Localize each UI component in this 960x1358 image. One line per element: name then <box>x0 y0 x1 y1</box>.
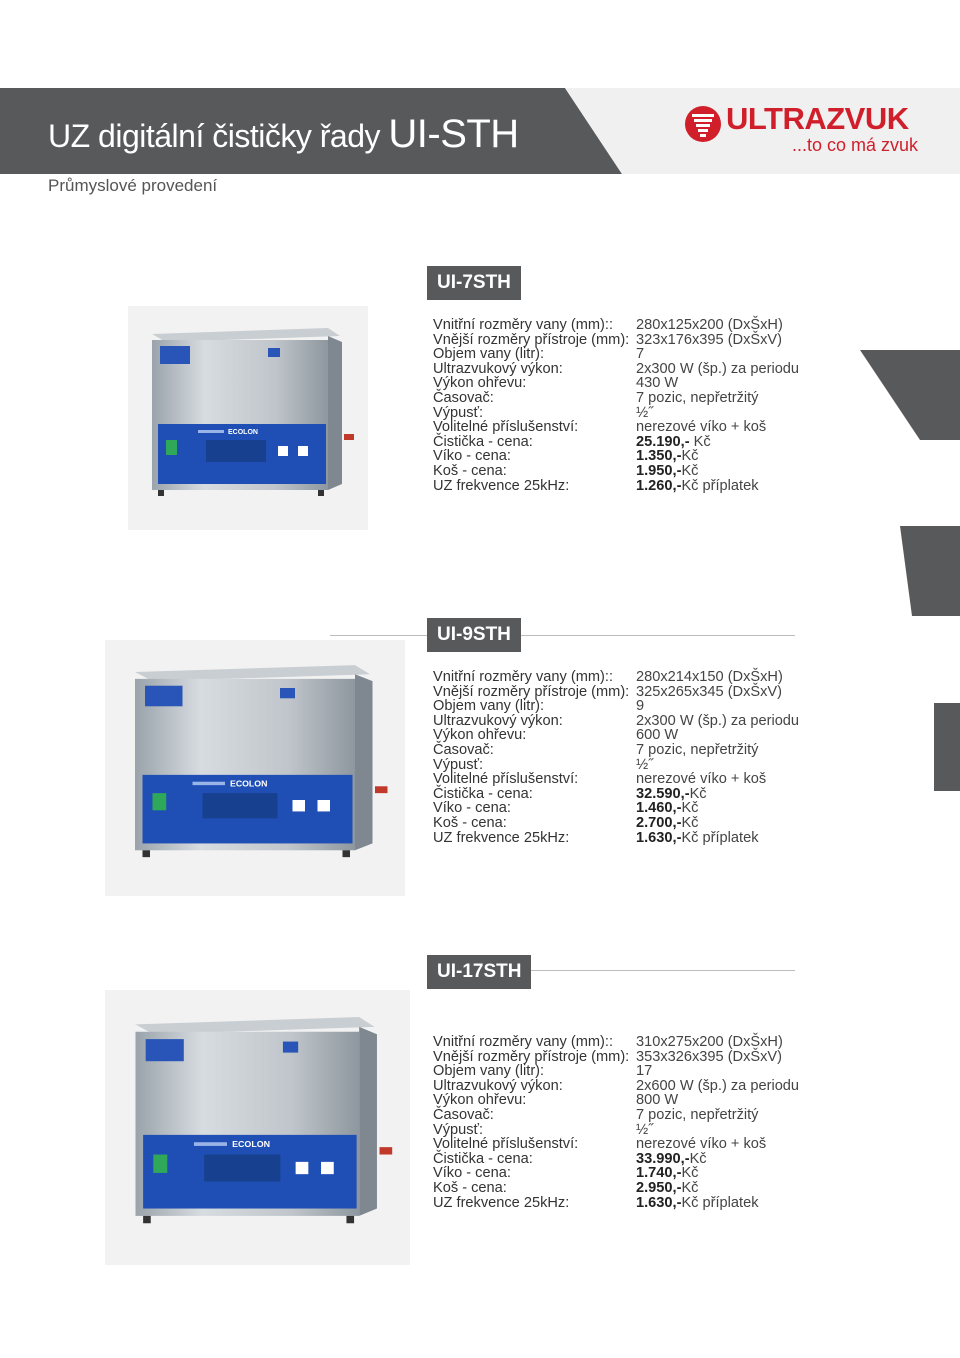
page-title: UZ digitální čističky řady UI-STH <box>48 112 519 156</box>
spec-label: Výpusť: <box>433 404 484 421</box>
spec-value: nerezové víko + koš <box>636 419 767 436</box>
spec-value: 1.950,-Kč <box>636 462 699 479</box>
spec-value: 32.590,-Kč <box>636 785 707 802</box>
spec-value: 800 W <box>636 1092 679 1109</box>
spec-value: 1.740,-Kč <box>636 1165 699 1182</box>
spec-label: Volitelné příslušenství: <box>433 771 579 788</box>
spec-label: Ultrazvukový výkon: <box>433 1077 563 1094</box>
spec-label: Objem vany (litr): <box>433 346 545 363</box>
spec-value: 2x300 W (šp.) za periodu <box>636 712 800 729</box>
logo-name: ULTRAZVUK <box>726 101 909 136</box>
spec-value: 2.950,-Kč <box>636 1179 699 1196</box>
spec-label: Víko - cena: <box>433 1165 511 1182</box>
spec-label: Čistička - cena: <box>433 785 533 802</box>
logo-emblem-icon <box>684 105 722 143</box>
spec-value: 7 pozic, nepřetržitý <box>636 1106 759 1123</box>
spec-label: Víko - cena: <box>433 800 511 817</box>
decorative-stripe <box>860 350 960 440</box>
spec-label: UZ frekvence 25kHz: <box>433 829 570 846</box>
spec-label: Čistička - cena: <box>433 1150 533 1167</box>
spec-label: Vnější rozměry přístroje (mm): <box>433 331 630 348</box>
spec-value: 323x176x395 (DxŠxV) <box>636 331 783 348</box>
spec-value: 1.630,-Kč příplatek <box>636 829 759 846</box>
spec-value: 310x275x200 (DxŠxH) <box>636 1034 783 1050</box>
spec-label: Výpusť: <box>433 756 484 773</box>
spec-label: Vnitřní rozměry vany (mm):: <box>433 317 614 333</box>
product-label: UI-7STH <box>427 266 521 300</box>
spec-value: 280x125x200 (DxŠxH) <box>636 317 783 333</box>
spec-value: 430 W <box>636 375 679 392</box>
spec-label: Výpusť: <box>433 1121 484 1138</box>
product-image <box>105 990 410 1265</box>
spec-label: Čistička - cena: <box>433 433 533 450</box>
spec-value: 2x600 W (šp.) za periodu <box>636 1077 800 1094</box>
spec-label: Výkon ohřevu: <box>433 727 527 744</box>
spec-value: 600 W <box>636 727 679 744</box>
spec-value: 280x214x150 (DxŠxH) <box>636 669 783 685</box>
company-logo <box>684 103 924 163</box>
spec-value: 9 <box>636 698 645 715</box>
spec-label: Výkon ohřevu: <box>433 375 527 392</box>
spec-value: 1.630,-Kč příplatek <box>636 1194 759 1211</box>
spec-value: ½˝ <box>636 1121 654 1138</box>
spec-label: Koš - cena: <box>433 814 507 831</box>
spec-value: ½˝ <box>636 756 654 773</box>
spec-value: 2.700,-Kč <box>636 814 699 831</box>
spec-value: 17 <box>636 1063 653 1080</box>
product-image <box>128 306 368 530</box>
spec-label: Vnější rozměry přístroje (mm): <box>433 1048 630 1065</box>
spec-label: UZ frekvence 25kHz: <box>433 1194 570 1211</box>
spec-value: 33.990,-Kč <box>636 1150 707 1167</box>
product-brand-label: ECOLON <box>232 1139 271 1150</box>
spec-label: Časovač: <box>433 1106 494 1123</box>
spec-label: Koš - cena: <box>433 462 507 479</box>
spec-value: 25.190,- Kč <box>636 433 711 450</box>
spec-label: Koš - cena: <box>433 1179 507 1196</box>
spec-label: Vnitřní rozměry vany (mm):: <box>433 1034 614 1050</box>
spec-label: Vnitřní rozměry vany (mm):: <box>433 669 614 685</box>
spec-label: Výkon ohřevu: <box>433 1092 527 1109</box>
spec-value: 7 <box>636 346 645 363</box>
section-divider <box>330 635 795 636</box>
spec-label: Vnější rozměry přístroje (mm): <box>433 683 630 700</box>
section-divider <box>520 970 795 971</box>
spec-label: Ultrazvukový výkon: <box>433 712 563 729</box>
product-brand-label: ECOLON <box>230 778 268 789</box>
logo-slogan: ...to co má zvuk <box>792 135 919 155</box>
spec-value: 7 pozic, nepřetržitý <box>636 389 759 406</box>
spec-label: Časovač: <box>433 389 494 406</box>
spec-value: 1.260,-Kč příplatek <box>636 477 759 494</box>
spec-label: Objem vany (litr): <box>433 698 545 715</box>
decorative-stripe <box>900 526 960 616</box>
spec-value: 2x300 W (šp.) za periodu <box>636 360 800 377</box>
product-label: UI-17STH <box>427 955 531 989</box>
spec-value: 353x326x395 (DxŠxV) <box>636 1048 783 1065</box>
decorative-stripe <box>934 703 960 791</box>
spec-label: Víko - cena: <box>433 448 511 465</box>
spec-value: 7 pozic, nepřetržitý <box>636 741 759 758</box>
spec-label: Objem vany (litr): <box>433 1063 545 1080</box>
spec-value: ½˝ <box>636 404 654 421</box>
spec-label: Ultrazvukový výkon: <box>433 360 563 377</box>
product-image <box>105 640 405 896</box>
spec-label: Volitelné příslušenství: <box>433 1136 579 1153</box>
spec-label: UZ frekvence 25kHz: <box>433 477 570 494</box>
spec-value: nerezové víko + koš <box>636 1136 767 1153</box>
product-brand-label: ECOLON <box>228 429 258 436</box>
spec-value: nerezové víko + koš <box>636 771 767 788</box>
spec-value: 325x265x345 (DxŠxV) <box>636 683 783 700</box>
spec-label: Volitelné příslušenství: <box>433 419 579 436</box>
product-label: UI-9STH <box>427 618 521 652</box>
spec-value: 1.460,-Kč <box>636 800 699 817</box>
spec-value: 1.350,-Kč <box>636 448 699 465</box>
page-subtitle: Průmyslové provedení <box>48 176 218 195</box>
spec-label: Časovač: <box>433 741 494 758</box>
